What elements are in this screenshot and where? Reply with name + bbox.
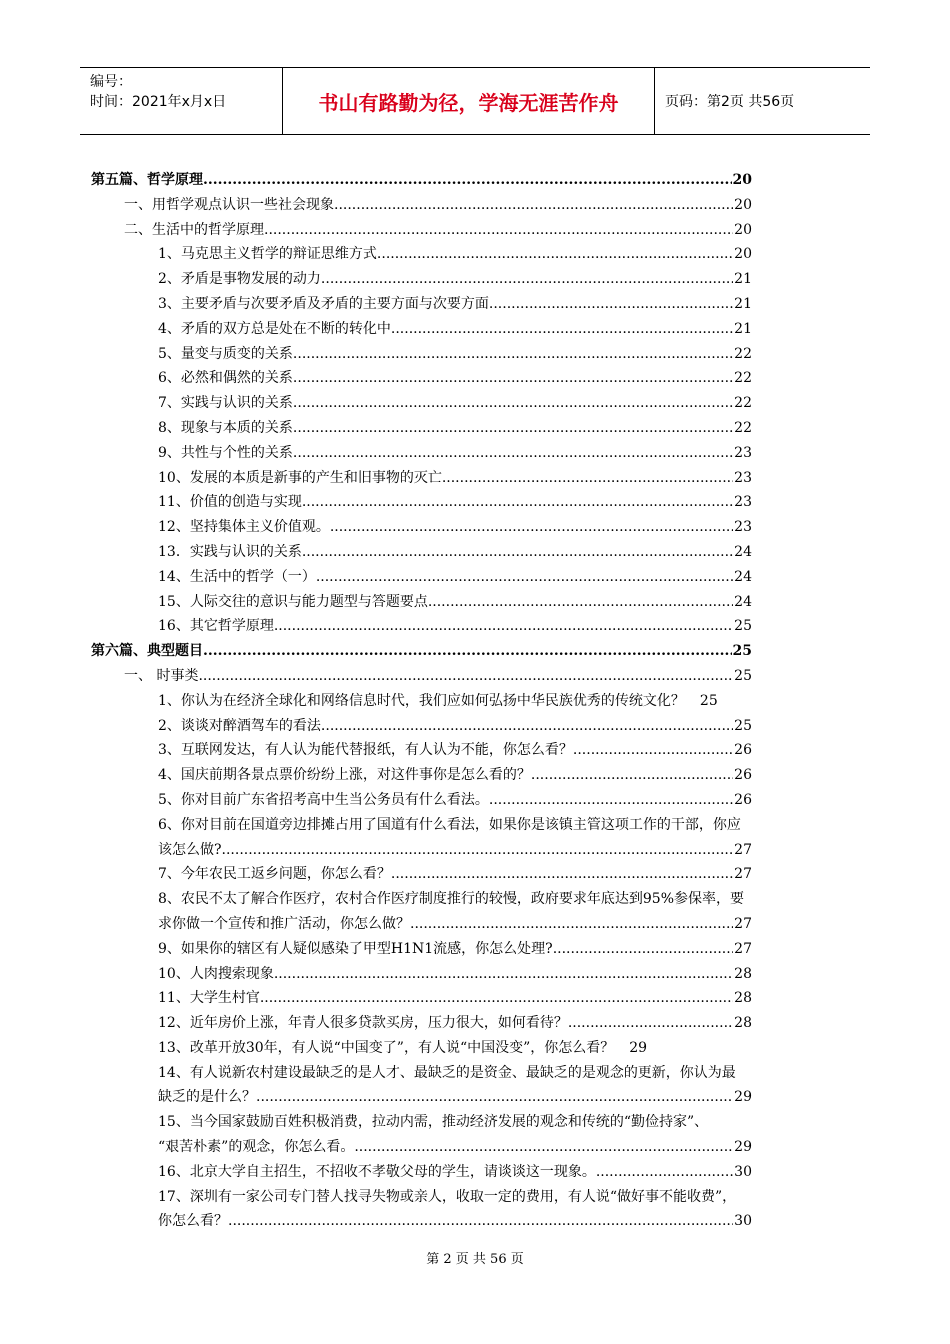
toc-leader-dots bbox=[334, 193, 733, 218]
toc-entry-text: 15、人际交往的意识与能力题型与答题要点 bbox=[158, 593, 428, 610]
toc-entry-text: 1、你认为在经济全球化和网络信息时代，我们应如何弘扬中华民族优秀的传统文化？ bbox=[158, 692, 685, 709]
toc-leader-dots bbox=[573, 738, 733, 763]
toc-leader-dots bbox=[391, 317, 733, 342]
toc-entry-text: 8、现象与本质的关系 bbox=[158, 419, 293, 436]
toc-entry-text: 2、矛盾是事物发展的动力 bbox=[158, 271, 321, 288]
toc-page-number: 20 bbox=[734, 246, 752, 263]
toc-entry-text-cont: 求你做一个宣传和推广活动，你怎么做？ bbox=[158, 915, 410, 932]
toc-page-number: 27 bbox=[734, 841, 752, 858]
toc-entry-text: 13．实践与认识的关系 bbox=[158, 543, 302, 560]
toc-entry[interactable] bbox=[0, 317, 950, 342]
toc-entry[interactable] bbox=[0, 1185, 950, 1210]
toc-entry-text: 一、 时事类 bbox=[124, 667, 199, 684]
toc-leader-dots bbox=[222, 838, 734, 863]
toc-entry[interactable] bbox=[0, 937, 950, 962]
toc-entry-text-cont: “艰苦朴素”的观念，你怎么看。 bbox=[158, 1139, 355, 1156]
toc-page-number: 23 bbox=[734, 444, 752, 461]
toc-leader-dots bbox=[531, 763, 733, 788]
toc-leader-dots bbox=[256, 1085, 733, 1110]
toc-entry-text: 10、发展的本质是新事的产生和旧事物的灭亡 bbox=[158, 469, 442, 486]
toc-section-heading[interactable] bbox=[0, 168, 950, 193]
toc-page-number: 20 bbox=[734, 221, 752, 238]
toc-page-number: 25 bbox=[734, 618, 752, 635]
toc-page-number: 22 bbox=[734, 395, 752, 412]
toc-page-number: 27 bbox=[734, 940, 752, 957]
toc-entry[interactable] bbox=[0, 664, 950, 689]
toc-entry-text: 5、量变与质变的关系 bbox=[158, 345, 293, 362]
toc-entry[interactable] bbox=[0, 515, 950, 540]
toc-entry-text: 3、主要矛盾与次要矛盾及矛盾的主要方面与次要方面 bbox=[158, 295, 489, 312]
toc-entry[interactable] bbox=[0, 689, 950, 714]
toc-page-number: 27 bbox=[734, 915, 752, 932]
toc-page-number: 29 bbox=[629, 1039, 648, 1056]
table-of-contents bbox=[0, 168, 950, 1234]
toc-entry-text-cont: 缺乏的是什么？ bbox=[158, 1089, 256, 1106]
toc-entry-continuation[interactable] bbox=[0, 838, 950, 863]
header-meta bbox=[80, 68, 283, 134]
toc-entry-text: 11、大学生村官 bbox=[158, 990, 260, 1007]
toc-entry[interactable] bbox=[0, 441, 950, 466]
toc-entry[interactable] bbox=[0, 1110, 950, 1135]
toc-entry[interactable] bbox=[0, 540, 950, 565]
toc-entry[interactable] bbox=[0, 614, 950, 639]
toc-page-number: 28 bbox=[734, 990, 752, 1007]
toc-page-number: 24 bbox=[734, 543, 752, 560]
toc-entry-text: 第五篇、哲学原理 bbox=[91, 172, 203, 188]
toc-entry-text: 17、深圳有一家公司专门替人找寻失物或亲人，收取一定的费用，有人说“做好事不能收费”， bbox=[158, 1188, 737, 1205]
toc-entry-text: 4、矛盾的双方总是处在不断的转化中 bbox=[158, 320, 391, 337]
toc-entry[interactable] bbox=[0, 813, 950, 838]
toc-entry-text: 9、共性与个性的关系 bbox=[158, 444, 293, 461]
toc-page-number: 25 bbox=[734, 667, 752, 684]
toc-leader-dots bbox=[428, 590, 733, 615]
toc-entry-continuation[interactable] bbox=[0, 1085, 950, 1110]
toc-leader-dots bbox=[442, 466, 733, 491]
toc-page-number: 20 bbox=[732, 172, 752, 188]
toc-entry-continuation[interactable] bbox=[0, 912, 950, 937]
toc-entry[interactable] bbox=[0, 267, 950, 292]
toc-entry-text: 7、今年农民工返乡问题，你怎么看？ bbox=[158, 866, 391, 883]
toc-leader-dots bbox=[553, 937, 733, 962]
toc-leader-dots bbox=[568, 1011, 733, 1036]
toc-leader-dots bbox=[391, 862, 733, 887]
toc-page-number: 25 bbox=[699, 692, 718, 709]
toc-section-heading[interactable] bbox=[0, 639, 950, 664]
toc-leader-dots bbox=[264, 218, 733, 243]
toc-leader-dots bbox=[274, 614, 733, 639]
toc-page-number: 21 bbox=[734, 271, 752, 288]
toc-entry-continuation[interactable] bbox=[0, 1209, 950, 1234]
toc-page-number: 20 bbox=[734, 196, 752, 213]
toc-page-number: 29 bbox=[734, 1089, 752, 1106]
toc-page-number: 22 bbox=[734, 370, 752, 387]
toc-leader-dots bbox=[302, 540, 733, 565]
toc-leader-dots bbox=[321, 714, 733, 739]
toc-leader-dots bbox=[316, 565, 733, 590]
toc-entry-text: 15、当今国家鼓励百姓积极消费，拉动内需，推动经济发展的观念和传统的“勤俭持家”、 bbox=[158, 1114, 709, 1131]
toc-leader-dots bbox=[274, 962, 733, 987]
toc-page-number: 21 bbox=[734, 295, 752, 312]
page-header bbox=[80, 67, 870, 135]
toc-entry-text-cont: 你怎么看？ bbox=[158, 1213, 228, 1230]
toc-entry[interactable] bbox=[0, 242, 950, 267]
page-footer: 第 2 页 共 56 页 bbox=[426, 1252, 524, 1267]
toc-entry[interactable] bbox=[0, 292, 950, 317]
toc-leader-dots bbox=[293, 416, 733, 441]
toc-leader-dots bbox=[198, 664, 733, 689]
toc-leader-dots bbox=[321, 267, 733, 292]
toc-page-number: 26 bbox=[734, 742, 752, 759]
toc-entry-text: 二、生活中的哲学原理 bbox=[124, 221, 264, 238]
toc-page-number: 22 bbox=[734, 419, 752, 436]
header-page-info: 页码：第2页 共56页 bbox=[665, 94, 795, 110]
toc-entry-continuation[interactable] bbox=[0, 1135, 950, 1160]
toc-page-number: 26 bbox=[734, 791, 752, 808]
toc-entry[interactable] bbox=[0, 862, 950, 887]
toc-leader-dots bbox=[293, 441, 733, 466]
toc-entry-text: 2、谈谈对醉酒驾车的看法 bbox=[158, 717, 321, 734]
toc-page-number: 30 bbox=[734, 1213, 752, 1230]
toc-entry-text: 5、你对目前广东省招考高中生当公务员有什么看法。 bbox=[158, 791, 489, 808]
toc-entry[interactable] bbox=[0, 218, 950, 243]
toc-entry-text: 11、价值的创造与实现 bbox=[158, 494, 302, 511]
toc-leader-dots bbox=[410, 912, 733, 937]
doc-number-label: 编号： bbox=[90, 74, 132, 90]
toc-entry-text: 8、农民不太了解合作医疗，农村合作医疗制度推行的较慢，政府要求年底达到95%参保率，要 bbox=[158, 891, 745, 908]
toc-entry-text: 1、马克思主义哲学的辩证思维方式 bbox=[158, 246, 377, 263]
toc-entry[interactable] bbox=[0, 738, 950, 763]
toc-entry[interactable] bbox=[0, 1061, 950, 1086]
toc-leader-dots bbox=[293, 391, 733, 416]
toc-entry[interactable] bbox=[0, 466, 950, 491]
toc-leader-dots bbox=[302, 490, 733, 515]
toc-leader-dots bbox=[330, 515, 733, 540]
toc-page-number: 24 bbox=[734, 568, 752, 585]
toc-entry[interactable] bbox=[0, 416, 950, 441]
toc-page-number: 23 bbox=[734, 519, 752, 536]
toc-entry-text: 12、近年房价上涨，年青人很多贷款买房，压力很大，如何看待？ bbox=[158, 1015, 568, 1032]
toc-leader-dots bbox=[489, 292, 733, 317]
toc-page-number: 21 bbox=[734, 320, 752, 337]
toc-page-number: 26 bbox=[734, 767, 752, 784]
toc-page-number: 24 bbox=[734, 593, 752, 610]
toc-entry[interactable] bbox=[0, 391, 950, 416]
toc-page-number: 22 bbox=[734, 345, 752, 362]
toc-entry-text: 9、如果你的辖区有人疑似感染了甲型H1N1流感，你怎么处理? bbox=[158, 940, 553, 957]
toc-entry-text: 7、实践与认识的关系 bbox=[158, 395, 293, 412]
toc-page-number: 29 bbox=[734, 1139, 752, 1156]
toc-entry-text-cont: 该怎么做? bbox=[158, 841, 222, 858]
toc-entry[interactable] bbox=[0, 962, 950, 987]
toc-leader-dots bbox=[293, 366, 733, 391]
toc-entry[interactable] bbox=[0, 1160, 950, 1185]
toc-entry[interactable] bbox=[0, 887, 950, 912]
toc-leader-dots bbox=[260, 986, 733, 1011]
toc-entry[interactable] bbox=[0, 1036, 950, 1061]
toc-entry[interactable] bbox=[0, 366, 950, 391]
toc-entry-text: 13、改革开放30年，有人说“中国变了”，有人说“中国没变”，你怎么看？ bbox=[158, 1039, 615, 1056]
toc-leader-dots bbox=[354, 1135, 733, 1160]
toc-page-number: 25 bbox=[732, 643, 752, 660]
toc-page-number: 30 bbox=[734, 1163, 752, 1180]
toc-entry[interactable] bbox=[0, 590, 950, 615]
toc-leader-dots bbox=[489, 788, 733, 813]
toc-entry-text: 14、生活中的哲学（一） bbox=[158, 568, 316, 585]
toc-entry-text: 12、坚持集体主义价值观。 bbox=[158, 519, 330, 536]
toc-leader-dots bbox=[203, 168, 732, 193]
toc-entry-text: 第六篇、典型题目 bbox=[91, 643, 203, 660]
toc-entry[interactable] bbox=[0, 193, 950, 218]
toc-page-number: 23 bbox=[734, 494, 752, 511]
toc-page-number: 28 bbox=[734, 1015, 752, 1032]
toc-entry[interactable] bbox=[0, 342, 950, 367]
toc-entry-text: 4、国庆前期各景点票价纷纷上涨，对这件事你是怎么看的？ bbox=[158, 767, 531, 784]
toc-entry[interactable] bbox=[0, 490, 950, 515]
toc-entry-text: 14、有人说新农村建设最缺乏的是人才、最缺乏的是资金、最缺乏的是观念的更新，你认为最 bbox=[158, 1064, 736, 1081]
toc-page-number: 28 bbox=[734, 965, 752, 982]
toc-page-number: 25 bbox=[734, 717, 752, 734]
toc-entry-text: 16、北京大学自主招生，不招收不孝敬父母的学生，请谈谈这一现象。 bbox=[158, 1163, 596, 1180]
toc-entry-text: 6、你对目前在国道旁边排摊占用了国道有什么看法，如果你是该镇主管这项工作的干部，你应 bbox=[158, 816, 741, 833]
toc-leader-dots bbox=[203, 639, 732, 664]
toc-entry[interactable] bbox=[0, 714, 950, 739]
toc-entry-text: 16、其它哲学原理 bbox=[158, 618, 274, 635]
toc-entry[interactable] bbox=[0, 1011, 950, 1036]
toc-entry-text: 10、人肉搜索现象 bbox=[158, 965, 274, 982]
toc-page-number: 23 bbox=[734, 469, 752, 486]
toc-entry[interactable] bbox=[0, 986, 950, 1011]
header-motto: 书山有路勤为径，学海无涯苦作舟 bbox=[283, 68, 655, 134]
toc-leader-dots bbox=[377, 242, 733, 267]
toc-entry[interactable] bbox=[0, 763, 950, 788]
toc-entry-text: 6、必然和偶然的关系 bbox=[158, 370, 293, 387]
toc-entry-text: 3、互联网发达，有人认为能代替报纸，有人认为不能，你怎么看？ bbox=[158, 742, 573, 759]
toc-entry[interactable] bbox=[0, 788, 950, 813]
toc-leader-dots bbox=[228, 1209, 733, 1234]
toc-entry-text: 一、用哲学观点认识一些社会现象 bbox=[124, 196, 334, 213]
toc-leader-dots bbox=[293, 342, 733, 367]
toc-leader-dots bbox=[596, 1160, 733, 1185]
toc-page-number: 27 bbox=[734, 866, 752, 883]
toc-entry[interactable] bbox=[0, 565, 950, 590]
doc-time-label: 时间：2021年x月x日 bbox=[90, 94, 227, 110]
